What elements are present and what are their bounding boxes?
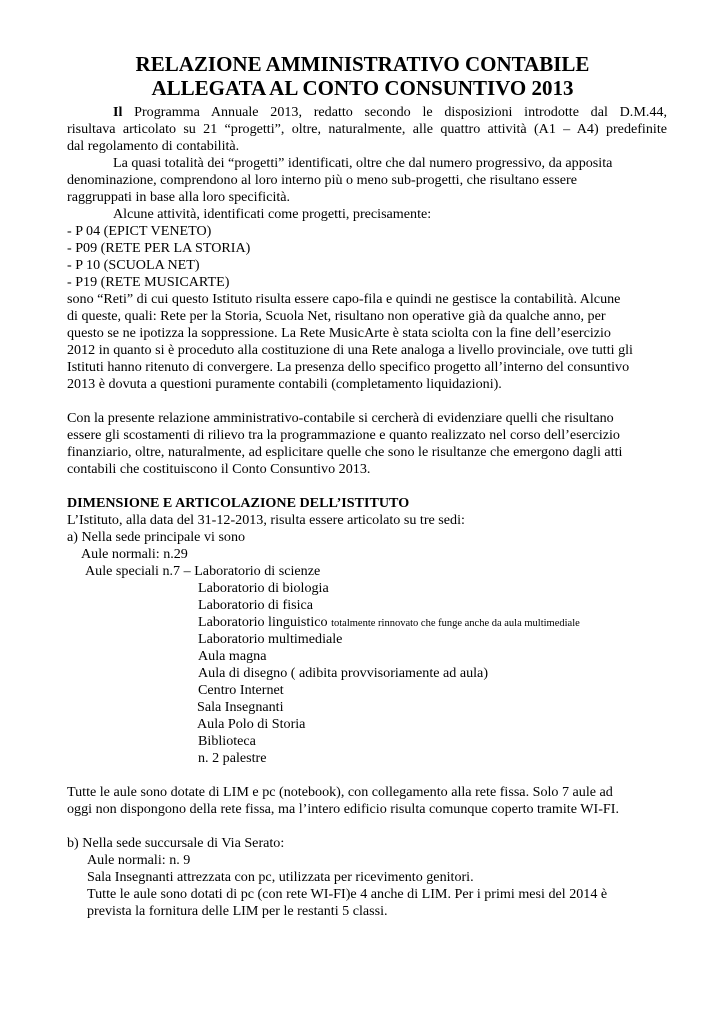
paragraph-2-line: denominazione, comprendono al loro interno più o meno sub-progetti, che risultano essere — [67, 172, 577, 188]
paragraph-1-line — [67, 104, 667, 121]
paragraph-1-line: dal regolamento di contabilità. — [67, 138, 240, 154]
paragraph-4-line: Con la presente relazione amministrativo-contabile si cercherà di evidenziare quelli che risultano — [67, 410, 614, 426]
paragraph-2-line: raggruppati in base alla loro specificità. — [67, 189, 291, 205]
project-item: - P 10 (SCUOLA NET) — [67, 257, 200, 273]
sedi-intro: L’Istituto, alla data del 31-12-2013, risulta essere articolato su tre sedi: — [67, 512, 465, 528]
paragraph-2-line: La quasi totalità dei “progetti” identificati, oltre che dal numero progressivo, da apposita — [113, 155, 613, 171]
spacer — [67, 818, 667, 835]
lab-item: Aula magna — [198, 648, 267, 664]
lab-item: Laboratorio di fisica — [198, 597, 314, 613]
lab-item: Centro Internet — [198, 682, 284, 698]
paragraph-1-line: risultava articolato su 21 “progetti”, oltre, naturalmente, alle quattro attività (A1 – A4) predefinite — [67, 121, 667, 137]
lab-item: Laboratorio linguistico — [198, 614, 328, 630]
lab-item: Laboratorio multimediale — [198, 631, 343, 647]
lab-note: totalmente rinnovato che funge anche da aula multimediale — [331, 618, 580, 629]
paragraph-3-intro: Alcune attività, identificati come progetti, precisamente: — [113, 206, 432, 222]
sede-b-label: b) Nella sede succursale di Via Serato: — [67, 835, 285, 851]
paragraph-4-line: contabili che costituiscono il Conto Consuntivo 2013. — [67, 461, 371, 477]
lab-item: Sala Insegnanti — [197, 699, 284, 715]
paragraph-4-line: finanziario, oltre, naturalmente, ad esplicitare quelle che sono le risultanze che emergono dagli atti — [67, 444, 623, 460]
sede-b-line: Sala Insegnanti attrezzata con pc, utilizzata per ricevimento genitori. — [87, 869, 474, 885]
document-body — [67, 104, 667, 920]
project-item: - P19 (RETE MUSICARTE) — [67, 274, 230, 290]
lab-item: Biblioteca — [198, 733, 256, 749]
lab-item: Aula di disegno ( adibita provvisoriamente ad aula) — [198, 665, 489, 681]
lab-item: Aula Polo di Storia — [197, 716, 306, 732]
aule-speciali-prefix: Aule speciali n.7 – — [85, 563, 195, 579]
paragraph-5-line: oggi non dispongono della rete fissa, ma l’intero edificio risulta comunque coperto tramite WI-FI. — [67, 801, 619, 817]
aule-normali-a: Aule normali: n.29 — [81, 546, 188, 562]
sede-b-line: Tutte le aule sono dotati di pc (con rete WI-FI)e 4 anche di LIM. Per i primi mesi del 2014 è — [87, 886, 608, 902]
lab-item: Laboratorio di biologia — [198, 580, 329, 596]
section-heading: DIMENSIONE E ARTICOLAZIONE DELL’ISTITUTO — [67, 495, 410, 511]
lab-item: Laboratorio di scienze — [194, 563, 321, 579]
paragraph-3-line: di queste, quali: Rete per la Storia, Scuola Net, risultano non operative già da qualche anno, per — [67, 308, 606, 324]
paragraph-3-line: 2013 è dovuta a questioni puramente contabili (completamento liquidazioni). — [67, 376, 502, 392]
sede-b-line: Aule normali: n. 9 — [87, 852, 191, 868]
sede-b-line: prevista la fornitura delle LIM per le restanti 5 classi. — [87, 903, 388, 919]
lab-item: n. 2 palestre — [198, 750, 267, 766]
paragraph-3-line: sono “Reti” di cui questo Istituto risulta essere capo-fila e quindi ne gestisce la contabilità. Alcune — [67, 291, 621, 307]
spacer — [67, 393, 667, 410]
paragraph-4-line: essere gli scostamenti di rilievo tra la programmazione e quanto realizzato nel corso dell’esercizio — [67, 427, 620, 443]
lab-item-linguistico — [67, 614, 667, 631]
spacer — [67, 767, 667, 784]
sede-a-label: a) Nella sede principale vi sono — [67, 529, 246, 545]
bold-initial: Il — [113, 104, 123, 120]
paragraph-3-line: questo se ne ipotizza la soppressione. La Rete MusicArte è stata sciolta con la fine dell’esercizio — [67, 325, 611, 341]
paragraph-3-line: 2012 in quanto si è proceduto alla costituzione di una Rete analoga a livello provinciale, ove tutti gli — [67, 342, 633, 358]
document-title-line-2: ALLEGATA AL CONTO CONSUNTIVO 2013 — [151, 76, 574, 100]
project-item: - P09 (RETE PER LA STORIA) — [67, 240, 251, 256]
document-title-line-1: RELAZIONE AMMINISTRATIVO CONTABILE — [135, 52, 590, 76]
paragraph-3-line: Istituti hanno ritenuto di convergere. La presenza dello specifico progetto all’interno del consuntivo — [67, 359, 630, 375]
paragraph-1-line-rest: Programma Annuale 2013, redatto secondo le disposizioni introdotte dal D.M.44, — [122, 104, 667, 120]
project-item: - P 04 (EPICT VENETO) — [67, 223, 212, 239]
paragraph-5-line: Tutte le aule sono dotate di LIM e pc (notebook), con collegamento alla rete fissa. Solo 7 aule ad — [67, 784, 613, 800]
spacer — [67, 478, 667, 495]
aule-speciali-line — [67, 563, 667, 580]
